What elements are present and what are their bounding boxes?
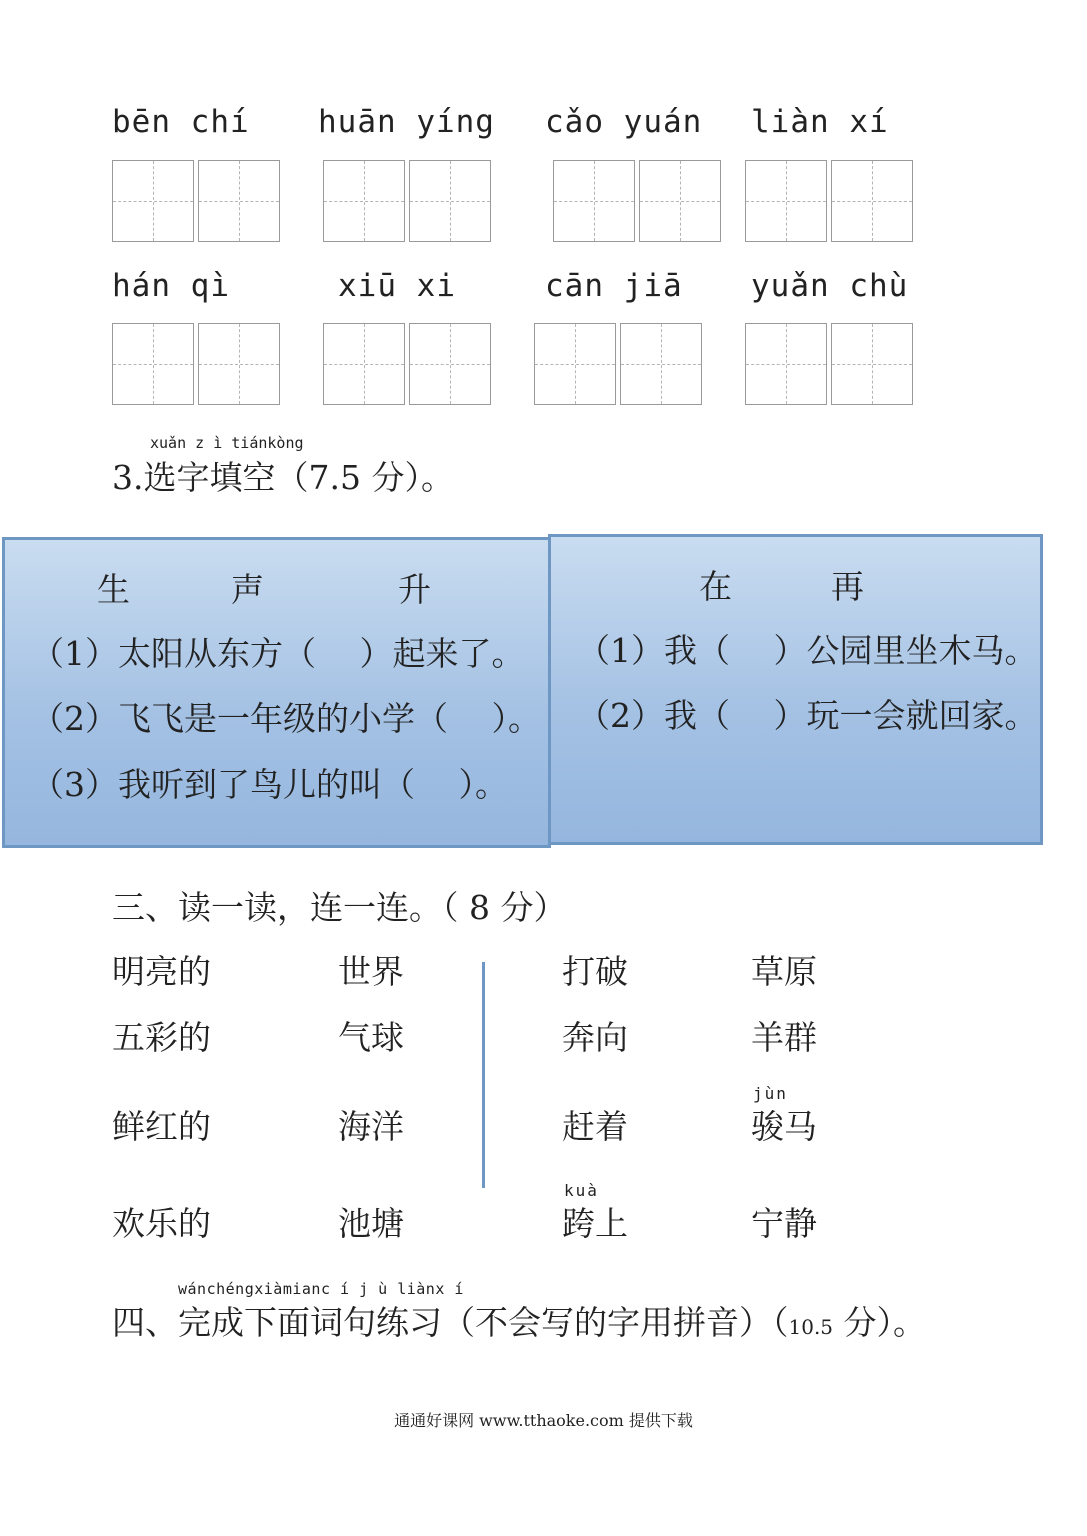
- choice-char: 再: [831, 567, 864, 606]
- match-word[interactable]: 鲜红的: [112, 1107, 211, 1146]
- fill-question: （2）飞飞是一年级的小学（ ）。: [31, 699, 541, 738]
- writing-box[interactable]: [323, 323, 405, 405]
- column-divider: [482, 962, 485, 1188]
- writing-box[interactable]: [409, 160, 491, 242]
- match-word[interactable]: 赶着: [562, 1107, 628, 1146]
- section3-ruby: xuǎn z ì tiánkòng: [150, 434, 304, 452]
- pinyin-huan-ying: huān yíng: [318, 104, 495, 140]
- section-three-title: 三、读一读，连一连。（ 8 分）: [112, 888, 567, 927]
- choice-char: 在: [699, 567, 732, 606]
- choice-char: 升: [398, 570, 431, 609]
- word-choice-box-left: [2, 537, 551, 848]
- section-four-title: [112, 1297, 926, 1344]
- writing-box[interactable]: [198, 323, 280, 405]
- writing-box[interactable]: [409, 323, 491, 405]
- pinyin-can-jia: cān jiā: [545, 268, 683, 304]
- fill-question: （1）太阳从东方（ ）起来了。: [31, 634, 525, 673]
- writing-box[interactable]: [620, 323, 702, 405]
- match-word[interactable]: 世界: [338, 952, 404, 991]
- pinyin-lian-xi: liàn xí: [751, 104, 889, 140]
- match-word[interactable]: 羊群: [751, 1018, 817, 1057]
- match-word[interactable]: 明亮的: [112, 952, 211, 991]
- match-word[interactable]: 跨上: [562, 1204, 628, 1243]
- pinyin-cao-yuan: cǎo yuán: [545, 104, 703, 140]
- pinyin-han-qi: hán qì: [112, 268, 230, 304]
- writing-box[interactable]: [323, 160, 405, 242]
- match-word[interactable]: 骏马: [751, 1107, 817, 1146]
- writing-box[interactable]: [198, 160, 280, 242]
- footer-credit: 通通好课网 www.tthaoke.com 提供下载: [394, 1411, 693, 1430]
- fill-question: （1）我（ ）公园里坐木马。: [577, 631, 1038, 670]
- match-word[interactable]: 欢乐的: [112, 1204, 211, 1243]
- match-word[interactable]: 五彩的: [112, 1018, 211, 1057]
- match-word[interactable]: 海洋: [338, 1107, 404, 1146]
- section3-title: 3.选字填空（7.5 分）。: [112, 458, 454, 497]
- writing-box[interactable]: [831, 160, 913, 242]
- choice-char: 生: [97, 570, 130, 609]
- writing-box[interactable]: [745, 160, 827, 242]
- ruby-kua: kuà: [564, 1181, 599, 1200]
- section-four-score: 10.5: [788, 1315, 834, 1339]
- writing-box[interactable]: [112, 323, 194, 405]
- fill-question: （3）我听到了鸟儿的叫（ ）。: [31, 765, 508, 804]
- section-four-title-main: 四、完成下面词句练习（不会写的字用拼音）（: [112, 1303, 789, 1342]
- match-word[interactable]: 打破: [562, 952, 628, 991]
- pinyin-yuan-chu: yuǎn chù: [751, 268, 909, 304]
- writing-box[interactable]: [534, 323, 616, 405]
- writing-box[interactable]: [112, 160, 194, 242]
- pinyin-ben-chi: bēn chí: [112, 104, 250, 140]
- match-word[interactable]: 宁静: [751, 1204, 817, 1243]
- choice-char: 声: [231, 570, 264, 609]
- pinyin-xiu-xi: xiū xi: [338, 268, 456, 304]
- writing-box[interactable]: [639, 160, 721, 242]
- match-word[interactable]: 奔向: [562, 1018, 628, 1057]
- word-choice-box-right: [548, 534, 1043, 845]
- section-four-ruby: wánchéngxiàmianc í j ù liànx í: [178, 1280, 464, 1298]
- writing-box[interactable]: [553, 160, 635, 242]
- fill-question: （2）我（ ）玩一会就回家。: [577, 696, 1038, 735]
- writing-box[interactable]: [831, 323, 913, 405]
- match-word[interactable]: 池塘: [338, 1204, 404, 1243]
- section-four-title-end: 分）。: [833, 1303, 927, 1342]
- match-word[interactable]: 气球: [338, 1018, 404, 1057]
- match-word[interactable]: 草原: [751, 952, 817, 991]
- ruby-jun: jùn: [753, 1084, 788, 1103]
- writing-box[interactable]: [745, 323, 827, 405]
